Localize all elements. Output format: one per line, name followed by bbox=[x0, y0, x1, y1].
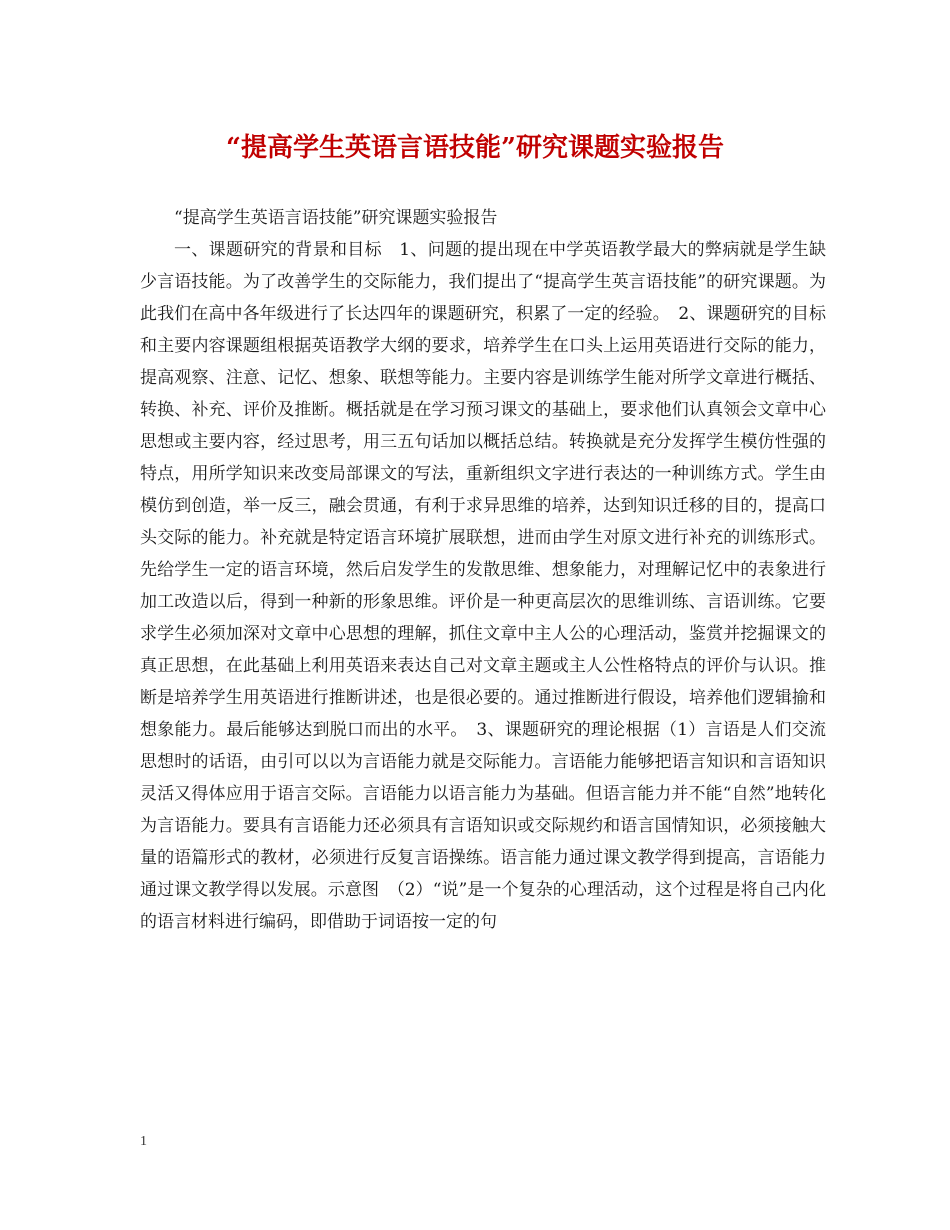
document-body bbox=[140, 202, 826, 938]
page-number: 1 bbox=[140, 1134, 147, 1149]
body-paragraph-main: 一、课题研究的背景和目标 1、问题的提出现在中学英语教学最大的弊病就是学生缺少言语技能。为了改善学生的交际能力，我们提出了“提高学生英言语技能”的研究课题。为此我们在高中各年级进行了长达四年的课题研究，积累了一定的经验。 2、课题研究的目标和主要内容课题组根据英语教学大纲的要求，培养学生在口头上运用英语进行交际的能力，提高观察、注意、记忆、想象、联想等能力。主要内容是训练学生能对所学文章进行概括、转换、补充、评价及推断。概括就是在学习预习课文的基础上，要求他们认真领会文章中心思想或主要内容，经过思考，用三五句话加以概括总结。转换就是充分发挥学生模仿性强的特点，用所学知识来改变局部课文的写法，重新组织文字进行表达的一种训练方式。学生由模仿到创造，举一反三，融会贯通，有利于求异思维的培养，达到知识迁移的目的，提高口头交际的能力。补充就是特定语言环境扩展联想，进而由学生对原文进行补充的训练形式。先给学生一定的语言环境，然后启发学生的发散思维、想象能力，对理解记忆中的表象进行加工改造以后，得到一种新的形象思维。评价是一种更高层次的思维训练、言语训练。它要求学生必须加深对文章中心思想的理解，抓住文章中主人公的心理活动，鉴赏并挖掘课文的真正思想，在此基础上利用英语来表达自己对文章主题或主人公性格特点的评价与认识。推断是培养学生用英语进行推断讲述，也是很必要的。通过推断进行假设，培养他们逻辑揄和想象能力。最后能够达到脱口而出的水平。 3、课题研究的理论根据（1）言语是人们交流思想时的话语，由引可以以为言语能力就是交际能力。言语能力能够把语言知识和言语知识灵活又得体应用于语言交际。言语能力以语言能力为基础。但语言能力并不能“自然”地转化为言语能力。要具有言语能力还必须具有言语知识或交际规约和语言国情知识，必须接触大量的语篇形式的教材，必须进行反复言语操练。语言能力通过课文教学得到提高，言语能力通过课文教学得以发展。示意图 （2）“说”是一个复杂的心理活动，这个过程是将自己内化的语言材料进行编码，即借助于词语按一定的句 bbox=[140, 240, 826, 932]
body-paragraph-subtitle: “提高学生英语言语技能”研究课题实验报告 bbox=[174, 208, 498, 228]
document-title: “提高学生英语言语技能”研究课题实验报告 bbox=[226, 133, 724, 163]
